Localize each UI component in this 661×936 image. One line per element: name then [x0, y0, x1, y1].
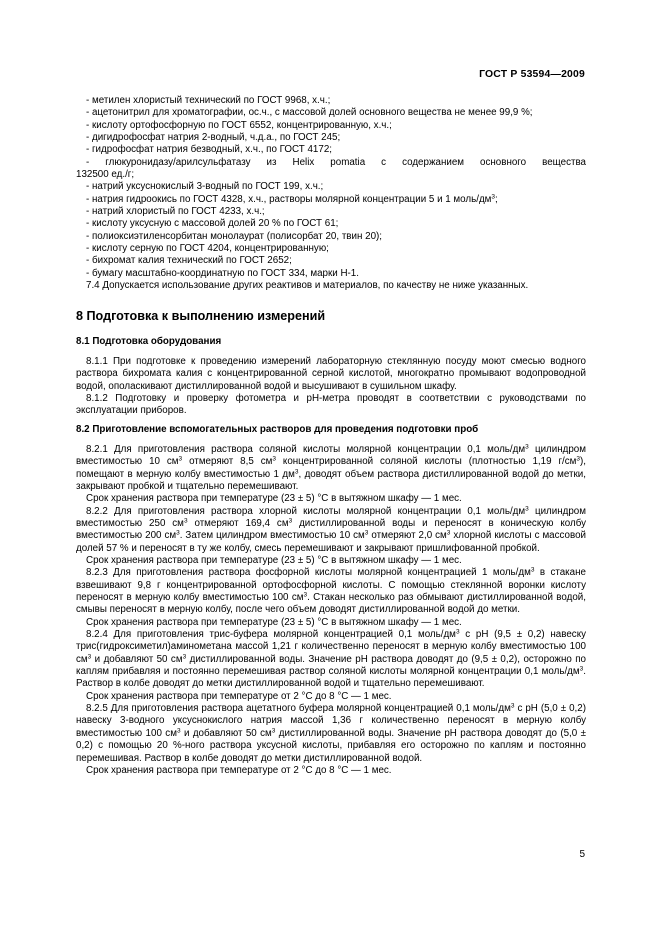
paragraph-8-2-3: 8.2.3 Для приготовления раствора фосфорной кислоты молярной концентрацией 1 моль/$дм^3$ в стакане взвешивают 9,8 г концентрированной ортофосфорной кислоты. С помощью стеклянной воронки кислоту переносят в мерную колбу вместимостью 100 $см^3$. Стакан несколько раз обмывают дистиллированной водой, смывы переносят в мерную колбу, после чего объем доводят дистиллированной водой до метки. — [76, 566, 586, 616]
reagent-item-continuation: 132500 ед./г; — [76, 169, 135, 181]
paragraph-7-4: 7.4 Допускается использование других реактивов и материалов, по качеству не ниже указанных. — [86, 280, 529, 292]
paragraph-8-1-1: 8.1.1 При подготовке к проведению измерений лабораторную стеклянную посуду моют смесью водного раствора бихромата калия с концентрированной серной кислотой, многократно промывают водопроводной водой, ополаскивают дистиллированной водой и высушивают в сушильном шкафу. — [76, 355, 586, 392]
paragraph-8-2-5: 8.2.5 Для приготовления раствора ацетатного буфера молярной концентрацией 0,1 моль/$дм^3$ с pH (5,0 ± 0,2) навеску 3-водного уксуснокислого натрия массой 1,36 г количественно переносят в мерную колбу вместимостью 100 $см^3$ и добавляют 50 $см^3$ дистиллированной воды. Значение pH раствора доводят до (5,0 ± 0,2) с помощью 20 %-ного раствора уксусной кислоты, прибавляя его осторожно по каплям и постоянно перемешивая. Раствор в колбе доводят до метки дистиллированной водой. — [76, 702, 586, 764]
storage-note: Срок хранения раствора при температуре (23 ± 5) °С в вытяжном шкафу — 1 мес. — [86, 493, 462, 505]
paragraph-8-2-4: 8.2.4 Для приготовления трис-буфера молярной концентрацией 0,1 моль/$дм^3$ с pH (9,5 ± 0,2) навеску трис(гидроксиметил)аминометана массой 1,21 г количественно переносят в мерную колбу вместимостью 100 $см^3$ и добавляют 50 $см^3$ дистиллированной воды. Значение pH раствора доводят до (9,5 ± 0,2), осторожно по каплям прибавляя и постоянно перемешивая раствор соляной кислоты молярной концентрации 0,1 моль/$дм^3$. Раствор в колбе доводят до метки дистиллированной водой и тщательно перемешивают. — [76, 628, 586, 690]
paragraph-8-2-2: 8.2.2 Для приготовления раствора хлорной кислоты молярной концентрации 0,1 моль/$дм^3$ цилиндром вместимостью 250 $см^3$ отмеряют 169,4 $см^3$ дистиллированной воды и переносят в коническую колбу вместимостью 200 $см^3$. Затем цилиндром вместимостью 10 $см^3$ отмеряют 2,0 $см^3$ хлорной кислоты с массовой долей 57 % и переносят в ту же колбу, смесь перемешивают и закрывают пришлифованной пробкой. — [76, 505, 586, 554]
reagent-item: - дигидрофосфат натрия 2-водный, ч.д.а., по ГОСТ 245; — [86, 132, 341, 144]
reagent-item: - бихромат калия технический по ГОСТ 2652; — [86, 255, 292, 267]
reagent-item: - кислоту уксусную с массовой долей 20 % по ГОСТ 61; — [86, 218, 339, 230]
reagent-item: - бумагу масштабно-координатную по ГОСТ 334, марки Н-1. — [86, 267, 359, 279]
reagent-item: - ацетонитрил для хроматографии, ос.ч., с массовой долей основного вещества не менее 99,9 %; — [86, 107, 533, 119]
document-body — [76, 95, 586, 777]
subsection-heading-8-1: 8.1 Подготовка оборудования — [76, 335, 222, 347]
reagent-item: - гидрофосфат натрия безводный, х.ч., по ГОСТ 4172; — [86, 144, 332, 156]
subsection-heading-8-2: 8.2 Приготовление вспомогательных растворов для проведения подготовки проб — [76, 423, 479, 435]
reagent-item: - глюкуронидазу/арилсульфатазу из Helix pomatia с содержанием основного вещества — [86, 156, 586, 168]
paragraph-8-2-1: 8.2.1 Для приготовления раствора соляной кислоты молярной концентрации 0,1 моль/$дм^3$ цилиндром вместимостью 10 $см^3$ отмеряют 8,5 $см^3$ концентрированной соляной кислоты (плотностью 1,19 $г/см^3$), помещают в мерную колбу вместимостью 1 $дм^3$, доводят объем раствора дистиллированной водой до метки, закрывают пробкой и тщательно перемешивают. — [76, 443, 587, 492]
reagent-item: - натрий уксуснокислый 3-водный по ГОСТ 199, х.ч.; — [86, 181, 324, 193]
section-heading-8: 8 Подготовка к выполнению измерений — [76, 308, 326, 323]
reagent-item: - кислоту ортофосфорную по ГОСТ 6552, концентрированную, х.ч.; — [86, 119, 392, 131]
reagent-item: - метилен хлористый технический по ГОСТ 9968, х.ч.; — [86, 95, 331, 106]
reagent-list — [76, 95, 586, 280]
storage-note: Срок хранения раствора при температуре (23 ± 5) °С в вытяжном шкафу — 1 мес. — [86, 616, 462, 628]
reagent-item: - полиоксиэтиленсорбитан монолаурат (полисорбат 20, твин 20); — [86, 230, 382, 242]
reagent-item: - натрия гидроокись по ГОСТ 4328, х.ч., растворы молярной концентрации 5 и 1 моль/$дм^3$; — [86, 193, 498, 205]
reagent-item: - кислоту серную по ГОСТ 4204, концентрированную; — [86, 243, 329, 255]
storage-note: Срок хранения раствора при температуре (23 ± 5) °С в вытяжном шкафу — 1 мес. — [86, 555, 462, 566]
storage-note: Срок хранения раствора при температуре от 2 °С до 8 °С — 1 мес. — [86, 690, 392, 702]
reagent-item: - натрий хлористый по ГОСТ 4233, х.ч.; — [86, 206, 265, 218]
storage-note: Срок хранения раствора при температуре от 2 °С до 8 °С — 1 мес. — [86, 764, 392, 776]
document-code-header: ГОСТ Р 53594—2009 — [479, 69, 585, 80]
paragraph-8-1-2: 8.1.2 Подготовку и проверку фотометра и pH-метра проводят в соответствии с руководствами по эксплуатации приборов. — [76, 392, 586, 417]
page-number: 5 — [579, 849, 585, 860]
